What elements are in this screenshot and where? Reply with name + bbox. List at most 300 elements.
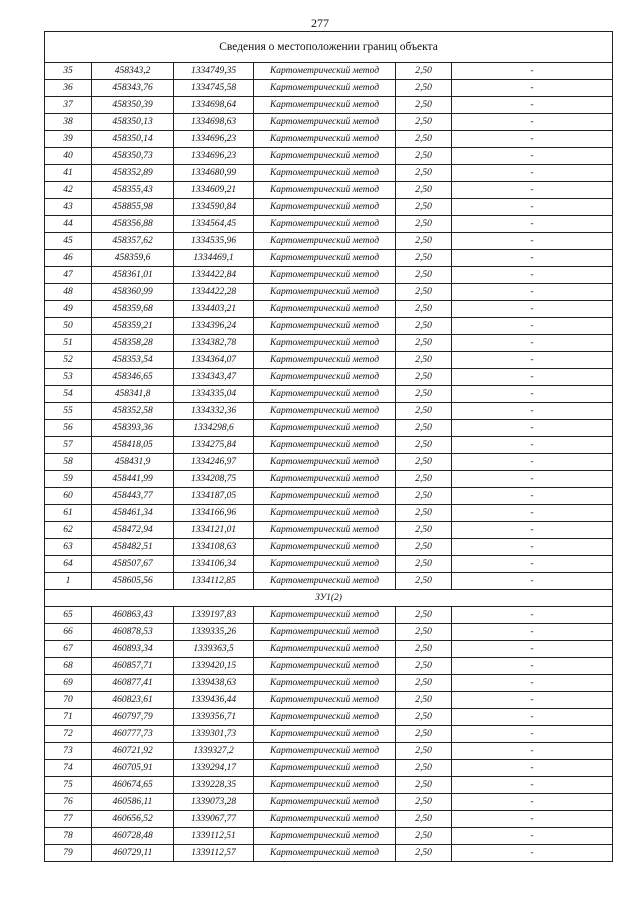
point-number-cell: 37 xyxy=(45,97,92,114)
y-coordinate-cell: 1334403,21 xyxy=(174,301,254,318)
accuracy-cell: 2,50 xyxy=(396,63,452,80)
method-cell: Картометрический метод xyxy=(254,233,396,250)
table-title-row xyxy=(45,32,613,63)
x-coordinate-cell: 460877,41 xyxy=(92,675,174,692)
table-row xyxy=(45,505,613,522)
accuracy-cell: 2,50 xyxy=(396,794,452,811)
accuracy-cell: 2,50 xyxy=(396,522,452,539)
x-coordinate-cell: 460705,91 xyxy=(92,760,174,777)
y-coordinate-cell: 1339073,28 xyxy=(174,794,254,811)
method-cell: Картометрический метод xyxy=(254,420,396,437)
description-cell: - xyxy=(452,794,613,811)
y-coordinate-cell: 1334108,63 xyxy=(174,539,254,556)
y-coordinate-cell: 1339420,15 xyxy=(174,658,254,675)
table-row xyxy=(45,301,613,318)
point-number-cell: 44 xyxy=(45,216,92,233)
x-coordinate-cell: 458359,21 xyxy=(92,318,174,335)
point-number-cell: 67 xyxy=(45,641,92,658)
y-coordinate-cell: 1334680,99 xyxy=(174,165,254,182)
description-cell: - xyxy=(452,386,613,403)
description-cell: - xyxy=(452,199,613,216)
x-coordinate-cell: 460656,52 xyxy=(92,811,174,828)
accuracy-cell: 2,50 xyxy=(396,573,452,590)
x-coordinate-cell: 458443,77 xyxy=(92,488,174,505)
method-cell: Картометрический метод xyxy=(254,726,396,743)
y-coordinate-cell: 1334749,35 xyxy=(174,63,254,80)
x-coordinate-cell: 460721,92 xyxy=(92,743,174,760)
method-cell: Картометрический метод xyxy=(254,828,396,845)
y-coordinate-cell: 1339438,63 xyxy=(174,675,254,692)
table-row xyxy=(45,131,613,148)
point-number-cell: 62 xyxy=(45,522,92,539)
method-cell: Картометрический метод xyxy=(254,522,396,539)
x-coordinate-cell: 460777,73 xyxy=(92,726,174,743)
accuracy-cell: 2,50 xyxy=(396,675,452,692)
method-cell: Картометрический метод xyxy=(254,675,396,692)
method-cell: Картометрический метод xyxy=(254,607,396,624)
x-coordinate-cell: 460878,53 xyxy=(92,624,174,641)
point-number-cell: 76 xyxy=(45,794,92,811)
table-row xyxy=(45,233,613,250)
accuracy-cell: 2,50 xyxy=(396,556,452,573)
accuracy-cell: 2,50 xyxy=(396,318,452,335)
description-cell: - xyxy=(452,556,613,573)
x-coordinate-cell: 458472,94 xyxy=(92,522,174,539)
description-cell: - xyxy=(452,420,613,437)
point-number-cell: 72 xyxy=(45,726,92,743)
y-coordinate-cell: 1339112,57 xyxy=(174,845,254,862)
point-number-cell: 70 xyxy=(45,692,92,709)
description-cell: - xyxy=(452,573,613,590)
point-number-cell: 39 xyxy=(45,131,92,148)
method-cell: Картометрический метод xyxy=(254,794,396,811)
method-cell: Картометрический метод xyxy=(254,471,396,488)
accuracy-cell: 2,50 xyxy=(396,692,452,709)
point-number-cell: 54 xyxy=(45,386,92,403)
description-cell: - xyxy=(452,437,613,454)
description-cell: - xyxy=(452,216,613,233)
description-cell: - xyxy=(452,692,613,709)
y-coordinate-cell: 1334564,45 xyxy=(174,216,254,233)
table-row xyxy=(45,624,613,641)
accuracy-cell: 2,50 xyxy=(396,148,452,165)
accuracy-cell: 2,50 xyxy=(396,335,452,352)
method-cell: Картометрический метод xyxy=(254,318,396,335)
y-coordinate-cell: 1334298,6 xyxy=(174,420,254,437)
x-coordinate-cell: 458355,43 xyxy=(92,182,174,199)
x-coordinate-cell: 458361,01 xyxy=(92,267,174,284)
x-coordinate-cell: 458418,05 xyxy=(92,437,174,454)
y-coordinate-cell: 1334112,85 xyxy=(174,573,254,590)
table-row xyxy=(45,267,613,284)
x-coordinate-cell: 458343,2 xyxy=(92,63,174,80)
table-row xyxy=(45,403,613,420)
description-cell: - xyxy=(452,301,613,318)
table-row xyxy=(45,726,613,743)
description-cell: - xyxy=(452,267,613,284)
accuracy-cell: 2,50 xyxy=(396,709,452,726)
method-cell: Картометрический метод xyxy=(254,97,396,114)
description-cell: - xyxy=(452,658,613,675)
point-number-cell: 53 xyxy=(45,369,92,386)
accuracy-cell: 2,50 xyxy=(396,216,452,233)
accuracy-cell: 2,50 xyxy=(396,811,452,828)
accuracy-cell: 2,50 xyxy=(396,199,452,216)
method-cell: Картометрический метод xyxy=(254,131,396,148)
method-cell: Картометрический метод xyxy=(254,369,396,386)
description-cell: - xyxy=(452,233,613,250)
y-coordinate-cell: 1339228,35 xyxy=(174,777,254,794)
y-coordinate-cell: 1334698,63 xyxy=(174,114,254,131)
accuracy-cell: 2,50 xyxy=(396,760,452,777)
accuracy-cell: 2,50 xyxy=(396,352,452,369)
point-number-cell: 45 xyxy=(45,233,92,250)
method-cell: Картометрический метод xyxy=(254,250,396,267)
x-coordinate-cell: 458359,6 xyxy=(92,250,174,267)
x-coordinate-cell: 460728,48 xyxy=(92,828,174,845)
y-coordinate-cell: 1334335,04 xyxy=(174,386,254,403)
point-number-cell: 60 xyxy=(45,488,92,505)
accuracy-cell: 2,50 xyxy=(396,828,452,845)
table-row xyxy=(45,165,613,182)
description-cell: - xyxy=(452,165,613,182)
y-coordinate-cell: 1334535,96 xyxy=(174,233,254,250)
x-coordinate-cell: 458350,39 xyxy=(92,97,174,114)
point-number-cell: 55 xyxy=(45,403,92,420)
y-coordinate-cell: 1334246,97 xyxy=(174,454,254,471)
point-number-cell: 64 xyxy=(45,556,92,573)
table-row xyxy=(45,675,613,692)
y-coordinate-cell: 1339197,83 xyxy=(174,607,254,624)
point-number-cell: 65 xyxy=(45,607,92,624)
accuracy-cell: 2,50 xyxy=(396,267,452,284)
table-row xyxy=(45,488,613,505)
table-row xyxy=(45,114,613,131)
description-cell: - xyxy=(452,80,613,97)
point-number-cell: 47 xyxy=(45,267,92,284)
x-coordinate-cell: 458346,65 xyxy=(92,369,174,386)
y-coordinate-cell: 1339067,77 xyxy=(174,811,254,828)
point-number-cell: 56 xyxy=(45,420,92,437)
description-cell: - xyxy=(452,335,613,352)
description-cell: - xyxy=(452,539,613,556)
method-cell: Картометрический метод xyxy=(254,63,396,80)
method-cell: Картометрический метод xyxy=(254,267,396,284)
method-cell: Картометрический метод xyxy=(254,709,396,726)
table-row xyxy=(45,437,613,454)
table-row xyxy=(45,845,613,862)
point-number-cell: 49 xyxy=(45,301,92,318)
table-row xyxy=(45,250,613,267)
method-cell: Картометрический метод xyxy=(254,386,396,403)
x-coordinate-cell: 458341,8 xyxy=(92,386,174,403)
y-coordinate-cell: 1334106,34 xyxy=(174,556,254,573)
x-coordinate-cell: 458358,28 xyxy=(92,335,174,352)
table-row xyxy=(45,454,613,471)
table-row xyxy=(45,471,613,488)
method-cell: Картометрический метод xyxy=(254,80,396,97)
accuracy-cell: 2,50 xyxy=(396,777,452,794)
method-cell: Картометрический метод xyxy=(254,182,396,199)
description-cell: - xyxy=(452,471,613,488)
table-row xyxy=(45,777,613,794)
y-coordinate-cell: 1334696,23 xyxy=(174,148,254,165)
table-body xyxy=(45,32,613,862)
x-coordinate-cell: 458359,68 xyxy=(92,301,174,318)
page-number: 277 xyxy=(311,16,329,30)
method-cell: Картометрический метод xyxy=(254,301,396,318)
y-coordinate-cell: 1334396,24 xyxy=(174,318,254,335)
description-cell: - xyxy=(452,488,613,505)
point-number-cell: 66 xyxy=(45,624,92,641)
accuracy-cell: 2,50 xyxy=(396,114,452,131)
point-number-cell: 51 xyxy=(45,335,92,352)
y-coordinate-cell: 1339356,71 xyxy=(174,709,254,726)
description-cell: - xyxy=(452,760,613,777)
x-coordinate-cell: 458352,89 xyxy=(92,165,174,182)
description-cell: - xyxy=(452,624,613,641)
method-cell: Картометрический метод xyxy=(254,760,396,777)
description-cell: - xyxy=(452,641,613,658)
table-row xyxy=(45,828,613,845)
accuracy-cell: 2,50 xyxy=(396,369,452,386)
x-coordinate-cell: 458393,36 xyxy=(92,420,174,437)
table-row xyxy=(45,709,613,726)
x-coordinate-cell: 458350,14 xyxy=(92,131,174,148)
method-cell: Картометрический метод xyxy=(254,454,396,471)
accuracy-cell: 2,50 xyxy=(396,165,452,182)
point-number-cell: 63 xyxy=(45,539,92,556)
description-cell: - xyxy=(452,369,613,386)
table-row xyxy=(45,420,613,437)
table-row xyxy=(45,760,613,777)
x-coordinate-cell: 460797,79 xyxy=(92,709,174,726)
accuracy-cell: 2,50 xyxy=(396,420,452,437)
description-cell: - xyxy=(452,845,613,862)
x-coordinate-cell: 458343,76 xyxy=(92,80,174,97)
x-coordinate-cell: 458350,13 xyxy=(92,114,174,131)
x-coordinate-cell: 460674,65 xyxy=(92,777,174,794)
table-row xyxy=(45,641,613,658)
table-row xyxy=(45,607,613,624)
table-row xyxy=(45,63,613,80)
description-cell: - xyxy=(452,726,613,743)
method-cell: Картометрический метод xyxy=(254,488,396,505)
y-coordinate-cell: 1334590,84 xyxy=(174,199,254,216)
accuracy-cell: 2,50 xyxy=(396,301,452,318)
method-cell: Картометрический метод xyxy=(254,403,396,420)
method-cell: Картометрический метод xyxy=(254,216,396,233)
y-coordinate-cell: 1339327,2 xyxy=(174,743,254,760)
accuracy-cell: 2,50 xyxy=(396,250,452,267)
section-row xyxy=(45,590,613,607)
method-cell: Картометрический метод xyxy=(254,199,396,216)
accuracy-cell: 2,50 xyxy=(396,505,452,522)
y-coordinate-cell: 1339301,73 xyxy=(174,726,254,743)
description-cell: - xyxy=(452,97,613,114)
accuracy-cell: 2,50 xyxy=(396,233,452,250)
table-row xyxy=(45,216,613,233)
description-cell: - xyxy=(452,148,613,165)
description-cell: - xyxy=(452,63,613,80)
y-coordinate-cell: 1339112,51 xyxy=(174,828,254,845)
x-coordinate-cell: 458356,88 xyxy=(92,216,174,233)
description-cell: - xyxy=(452,352,613,369)
point-number-cell: 75 xyxy=(45,777,92,794)
method-cell: Картометрический метод xyxy=(254,692,396,709)
method-cell: Картометрический метод xyxy=(254,148,396,165)
table-row xyxy=(45,369,613,386)
table-row xyxy=(45,335,613,352)
point-number-cell: 38 xyxy=(45,114,92,131)
point-number-cell: 77 xyxy=(45,811,92,828)
y-coordinate-cell: 1334422,28 xyxy=(174,284,254,301)
method-cell: Картометрический метод xyxy=(254,505,396,522)
method-cell: Картометрический метод xyxy=(254,573,396,590)
x-coordinate-cell: 458441,99 xyxy=(92,471,174,488)
point-number-cell: 74 xyxy=(45,760,92,777)
point-number-cell: 43 xyxy=(45,199,92,216)
point-number-cell: 36 xyxy=(45,80,92,97)
point-number-cell: 1 xyxy=(45,573,92,590)
point-number-cell: 57 xyxy=(45,437,92,454)
description-cell: - xyxy=(452,250,613,267)
description-cell: - xyxy=(452,318,613,335)
point-number-cell: 42 xyxy=(45,182,92,199)
y-coordinate-cell: 1339335,26 xyxy=(174,624,254,641)
point-number-cell: 68 xyxy=(45,658,92,675)
accuracy-cell: 2,50 xyxy=(396,471,452,488)
point-number-cell: 71 xyxy=(45,709,92,726)
x-coordinate-cell: 458482,51 xyxy=(92,539,174,556)
method-cell: Картометрический метод xyxy=(254,777,396,794)
table-row xyxy=(45,794,613,811)
accuracy-cell: 2,50 xyxy=(396,131,452,148)
x-coordinate-cell: 458352,58 xyxy=(92,403,174,420)
table-row xyxy=(45,148,613,165)
method-cell: Картометрический метод xyxy=(254,284,396,301)
description-cell: - xyxy=(452,709,613,726)
method-cell: Картометрический метод xyxy=(254,539,396,556)
accuracy-cell: 2,50 xyxy=(396,386,452,403)
accuracy-cell: 2,50 xyxy=(396,97,452,114)
y-coordinate-cell: 1334469,1 xyxy=(174,250,254,267)
point-number-cell: 40 xyxy=(45,148,92,165)
x-coordinate-cell: 460863,43 xyxy=(92,607,174,624)
description-cell: - xyxy=(452,522,613,539)
method-cell: Картометрический метод xyxy=(254,658,396,675)
point-number-cell: 41 xyxy=(45,165,92,182)
y-coordinate-cell: 1334275,84 xyxy=(174,437,254,454)
table-row xyxy=(45,182,613,199)
method-cell: Картометрический метод xyxy=(254,641,396,658)
y-coordinate-cell: 1339363,5 xyxy=(174,641,254,658)
description-cell: - xyxy=(452,131,613,148)
y-coordinate-cell: 1334364,07 xyxy=(174,352,254,369)
x-coordinate-cell: 460893,34 xyxy=(92,641,174,658)
accuracy-cell: 2,50 xyxy=(396,743,452,760)
method-cell: Картометрический метод xyxy=(254,811,396,828)
point-number-cell: 48 xyxy=(45,284,92,301)
x-coordinate-cell: 460729,11 xyxy=(92,845,174,862)
table-row xyxy=(45,386,613,403)
x-coordinate-cell: 460857,71 xyxy=(92,658,174,675)
y-coordinate-cell: 1334166,96 xyxy=(174,505,254,522)
method-cell: Картометрический метод xyxy=(254,352,396,369)
point-number-cell: 35 xyxy=(45,63,92,80)
table-row xyxy=(45,556,613,573)
point-number-cell: 69 xyxy=(45,675,92,692)
y-coordinate-cell: 1334382,78 xyxy=(174,335,254,352)
point-number-cell: 79 xyxy=(45,845,92,862)
accuracy-cell: 2,50 xyxy=(396,284,452,301)
point-number-cell: 73 xyxy=(45,743,92,760)
accuracy-cell: 2,50 xyxy=(396,641,452,658)
table-row xyxy=(45,811,613,828)
accuracy-cell: 2,50 xyxy=(396,454,452,471)
table-row xyxy=(45,658,613,675)
x-coordinate-cell: 458461,34 xyxy=(92,505,174,522)
y-coordinate-cell: 1334121,01 xyxy=(174,522,254,539)
description-cell: - xyxy=(452,403,613,420)
y-coordinate-cell: 1339294,17 xyxy=(174,760,254,777)
accuracy-cell: 2,50 xyxy=(396,624,452,641)
description-cell: - xyxy=(452,743,613,760)
table-title: Сведения о местоположении границ объекта xyxy=(45,32,613,63)
accuracy-cell: 2,50 xyxy=(396,539,452,556)
description-cell: - xyxy=(452,284,613,301)
method-cell: Картометрический метод xyxy=(254,845,396,862)
description-cell: - xyxy=(452,777,613,794)
x-coordinate-cell: 458357,62 xyxy=(92,233,174,250)
table-row xyxy=(45,352,613,369)
method-cell: Картометрический метод xyxy=(254,556,396,573)
table-row xyxy=(45,743,613,760)
x-coordinate-cell: 458360,99 xyxy=(92,284,174,301)
table-row xyxy=(45,199,613,216)
y-coordinate-cell: 1334343,47 xyxy=(174,369,254,386)
method-cell: Картометрический метод xyxy=(254,437,396,454)
section-label: ЗУ1(2) xyxy=(45,590,613,607)
table-row xyxy=(45,692,613,709)
table-row xyxy=(45,573,613,590)
method-cell: Картометрический метод xyxy=(254,114,396,131)
boundary-coordinates-table xyxy=(44,31,613,862)
point-number-cell: 46 xyxy=(45,250,92,267)
y-coordinate-cell: 1334609,21 xyxy=(174,182,254,199)
accuracy-cell: 2,50 xyxy=(396,726,452,743)
description-cell: - xyxy=(452,811,613,828)
accuracy-cell: 2,50 xyxy=(396,488,452,505)
y-coordinate-cell: 1334332,36 xyxy=(174,403,254,420)
y-coordinate-cell: 1339436,44 xyxy=(174,692,254,709)
x-coordinate-cell: 458507,67 xyxy=(92,556,174,573)
x-coordinate-cell: 458350,73 xyxy=(92,148,174,165)
description-cell: - xyxy=(452,454,613,471)
x-coordinate-cell: 460586,11 xyxy=(92,794,174,811)
description-cell: - xyxy=(452,675,613,692)
x-coordinate-cell: 458855,98 xyxy=(92,199,174,216)
description-cell: - xyxy=(452,182,613,199)
x-coordinate-cell: 458353,54 xyxy=(92,352,174,369)
point-number-cell: 50 xyxy=(45,318,92,335)
y-coordinate-cell: 1334696,23 xyxy=(174,131,254,148)
accuracy-cell: 2,50 xyxy=(396,437,452,454)
x-coordinate-cell: 458431,9 xyxy=(92,454,174,471)
point-number-cell: 59 xyxy=(45,471,92,488)
table-row xyxy=(45,318,613,335)
method-cell: Картометрический метод xyxy=(254,335,396,352)
